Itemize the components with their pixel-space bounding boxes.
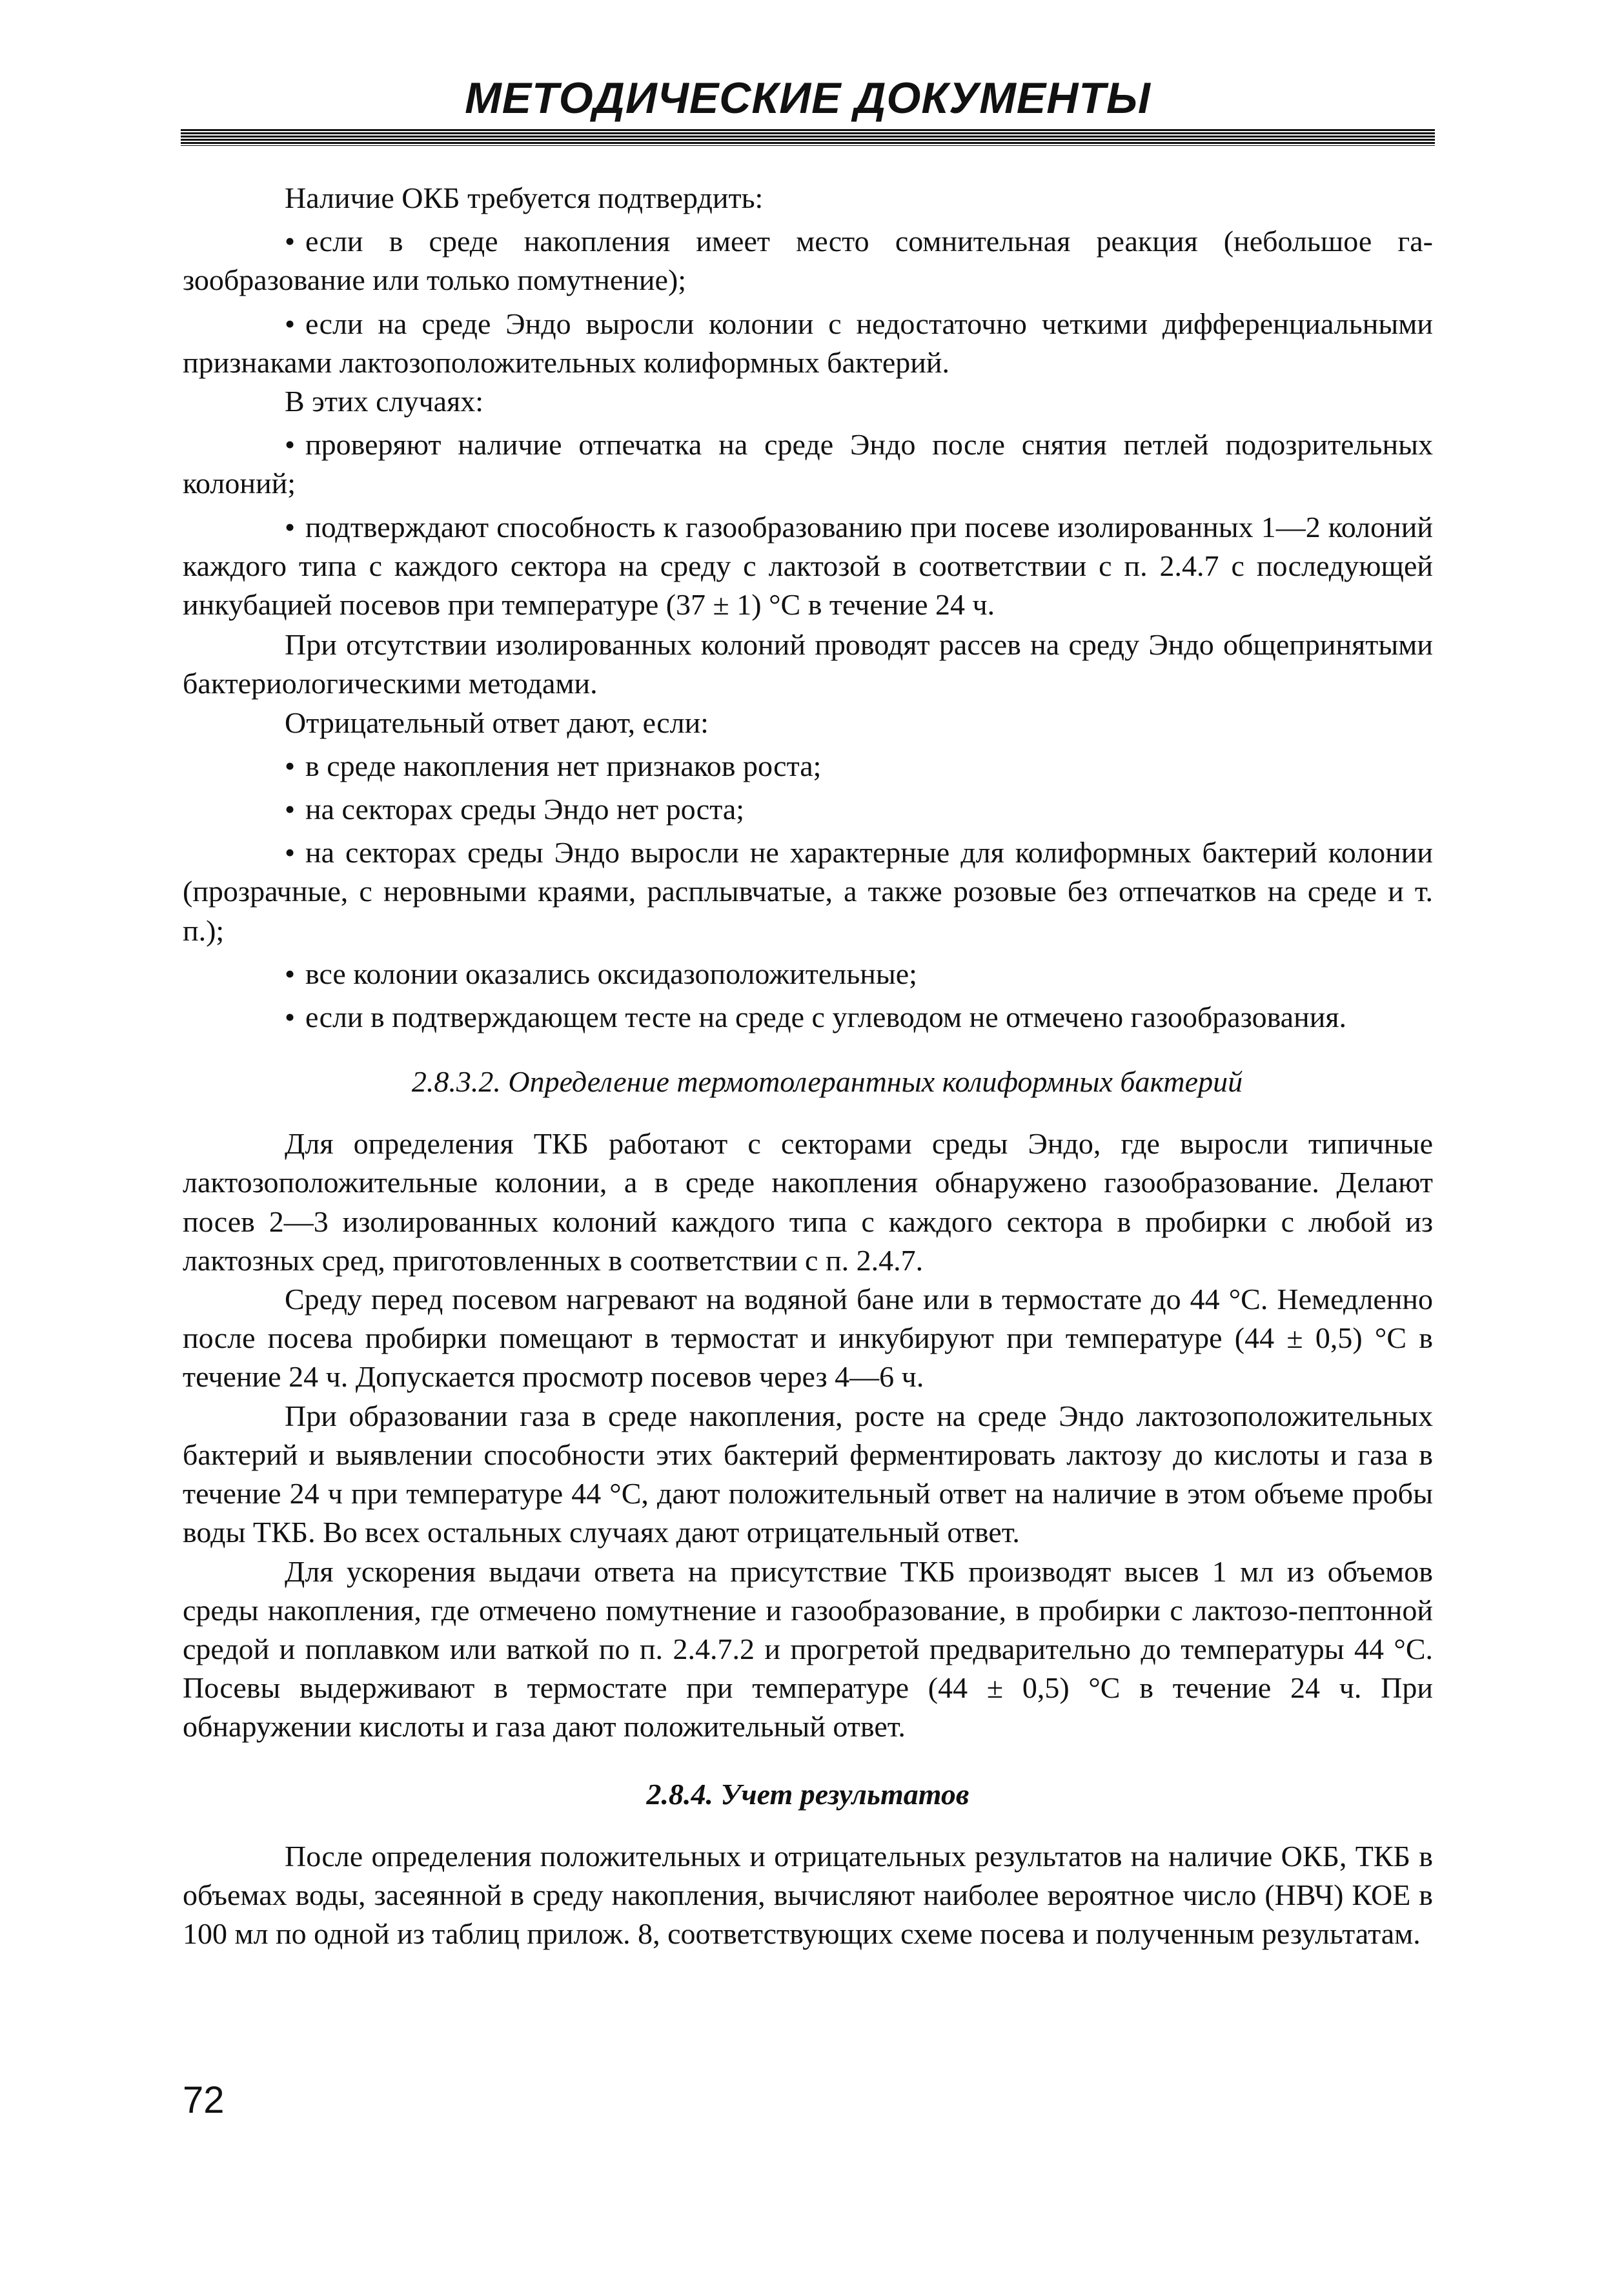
page-number: 72 <box>183 2079 225 2121</box>
paragraph: При образовании газа в среде накопления, росте на среде Эндо лактозоположительных бактерий и выявлении способности этих бактерий ферментировать лактозу до кислоты и газа в течение 24 ч при температуре 44 °С, дают положительный ответ на наличие в этом объеме пробы воды ТКБ. Во всех остальных случаях дают отрицательный ответ. <box>183 1399 1433 1549</box>
section-heading-284: 2.8.4. Учет результатов <box>646 1777 969 1811</box>
bullet-item: • подтверждают способность к газообразованию при посеве изолированных 1—2 колоний каждого типа с каждого сектора на среду с лактозой в соответствии с п. 2.4.7 с последующей инкубацией посевов при температуре (37 ± 1) °С в течение 24 ч. <box>183 508 1433 625</box>
paragraph: Отрицательный ответ дают, если: <box>285 706 709 739</box>
paragraph: Для определения ТКБ работают с секторами среды Эндо, где выросли типичные лактозоположительные колонии, а в среде накопления обнаружено газообразование. Делают посев 2—3 изолированных колоний каждого типа с каждого сектора в пробирки с любой из лактозных сред, приготовленных в соответствии с п. 2.4.7. <box>183 1127 1433 1277</box>
paragraph: В этих случаях: <box>285 385 484 418</box>
paragraph: Среду перед посевом нагревают на водяной бане или в термостате до 44 °С. Немедленно после посева пробирки помещают в термостат и инкубируют при температуре (44 ± 0,5) °С в течение 24 ч. Допускается просмотр посевов через 4—6 ч. <box>183 1283 1433 1394</box>
bullet-item: • если на среде Эндо выросли колонии с недостаточно четкими дифференциальными признаками лактозоположительных колиформных бактерий. <box>183 305 1433 382</box>
header-title: МЕТОДИЧЕСКИЕ ДОКУМЕНТЫ <box>465 74 1151 123</box>
paragraph: Для ускорения выдачи ответа на присутствие ТКБ производят высев 1 мл из объемов среды накопления, где отмечено помутнение и газообразование, в пробирки с лактозо-пептонной средой и поплавком или ваткой по п. 2.4.7.2 и прогретой предварительно до температуры 44 °С. Посевы выдерживают в термостате при температуре (44 ± 0,5) °С в течение 24 ч. При обнаружении кислоты и газа дают положительный ответ. <box>183 1554 1433 1744</box>
paragraph: Наличие ОКБ требуется подтвердить: <box>285 181 764 214</box>
bullet-item: • если в среде накопления имеет место сомнительная реакция (небольшое газообразование или только помутнение); <box>183 222 1433 300</box>
bullet-item: • проверяют наличие отпечатка на среде Эндо после снятия петлей подозрительных колоний; <box>183 425 1433 503</box>
bullet-item: • все колонии оказались оксидазоположительные; <box>183 955 1433 993</box>
bullet-item: • на секторах среды Эндо выросли не характерные для колиформных бактерий колонии (прозрачные, с неровными краями, расплывчатые, а также розовые без отпечатков на среде и т. п.); <box>183 833 1433 950</box>
section-heading-2832: 2.8.3.2. Определение термотолерантных колиформных бактерий <box>411 1065 1243 1099</box>
bullet-item: • если в подтверждающем тесте на среде с углеводом не отмечено газообразования. <box>183 998 1433 1037</box>
paragraph: При отсутствии изолированных колоний проводят рассев на среду Эндо общепринятыми бактериологическими методами. <box>183 628 1433 700</box>
paragraph: После определения положительных и отрицательных результатов на наличие ОКБ, ТКБ в объемах воды, засеянной в среду накопления, вычисляют наиболее вероятное число (НВЧ) КОЕ в 100 мл по одной из таблиц прилож. 8, соответствующих схеме посева и полученным результатам. <box>183 1839 1433 1950</box>
page-content <box>183 179 1433 1953</box>
bullet-item: • на секторах среды Эндо нет роста; <box>183 790 1433 829</box>
header-rule <box>181 129 1435 146</box>
page-header <box>181 70 1435 148</box>
bullet-item: • в среде накопления нет признаков роста; <box>183 747 1433 786</box>
